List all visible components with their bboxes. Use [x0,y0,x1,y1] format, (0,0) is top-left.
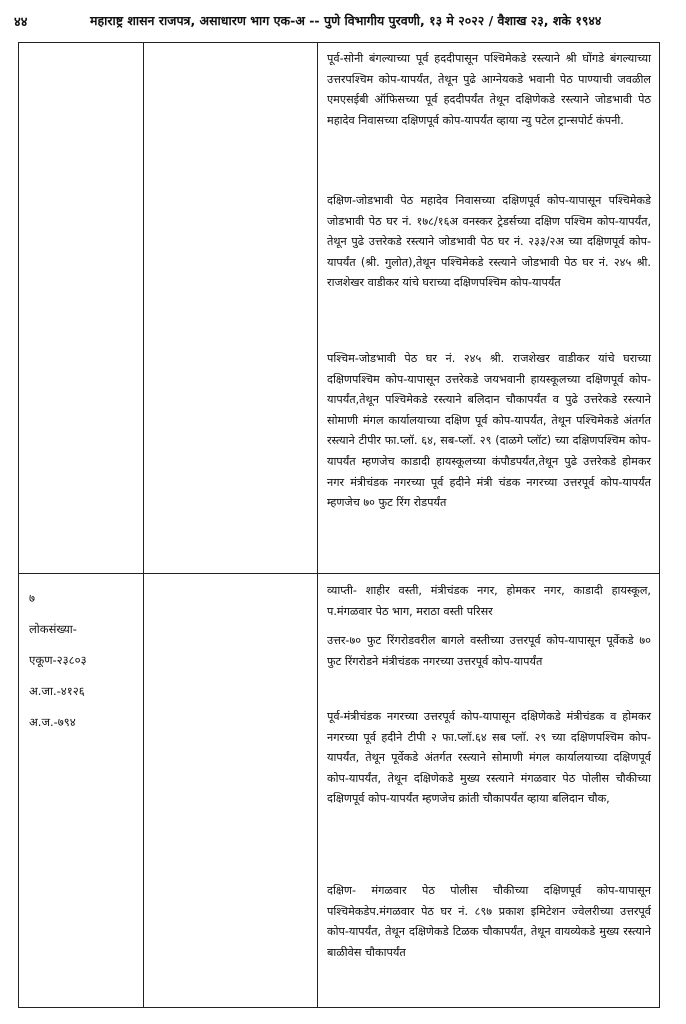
page-header [0,0,686,38]
population-st: अ.ज.-७९४ [29,715,76,729]
ward-info [29,583,87,738]
population-sc: अ.जा.-४१२६ [29,684,85,698]
population-total: एकूण-२३८०३ [29,653,87,667]
row2-east-boundary: पूर्व-मंत्रीचंडक नगरच्या उत्तरपूर्व कोप-यापासून दक्षिणेकडे मंत्रीचंडक व होमकर नगरच्या पूर्व हदीने टीपी २ फा.प्लॉ.६४ सब प्लॉ. २९ च्या दक्षिणपश्चिम कोप-यापर्यंत, तेथून पूर्वेकडे अंतर्गत रस्त्याने सोमाणी मंगल कार्यालयाच्या दक्षिणपूर्व कोप-यापर्यंत, तेथून दक्षिणेकडे मुख्य रस्त्याने मंगळवार पेठ पोलीस चौकीच्या दक्षिणपूर्व कोप-यापर्यंत म्हणजेच क्रांती चौकापर्यंत व्हाया बलिदान चौक, [327,710,651,806]
ward-number: ७ [29,591,35,605]
row2-north-boundary: उत्तर-७० फुट रिंगरोडवरील बागले वस्तीच्या उत्तरपूर्व कोप-यापासून पूर्वेकडे ७० फुट रिंगरोडने मंत्रीचंडक नगरच्या उत्तरपूर्व कोप-यापर्यंत [327,634,651,668]
row1-north-east-boundary: पूर्व-सोनी बंगल्याच्या पूर्व हददीपासून पश्चिमेकडे रस्त्याने श्री घोंगडे बंगल्याच्या उत्तरपश्चिम कोप-यापर्यंत, तेथून पुढे आग्नेयकडे भवानी पेठ पाण्याची जवळील एमएसईबी ऑफिसच्या पूर्व हददीपर्यंत तेथून दक्षिणेकडे रस्त्याने जोडभावी पेठ महादेव निवासच्या दक्षिणपूर्व कोप-यापर्यंत व्हाया न्यु पटेल ट्रान्सपोर्ट कंपनी. [327,52,651,127]
row1-south-boundary: दक्षिण-जोडभावी पेठ महादेव निवासच्या दक्षिणपूर्व कोप-यापासून पश्चिमेकडे जोडभावी पेठ घर नं. १७८/१६अ वनस्कर ट्रेडर्सच्या दक्षिण पश्चिम कोप-यापर्यंत, तेथून पुढे उत्तरेकडे रस्त्याने जोडभावी पेठ घर नं. २३३/२अ च्या दक्षिणपूर्व कोप-यापर्यंत (श्री. गुलोत),तेथून पश्चिमेकडे रस्त्याने जोडभावी पेठ घर नं. २४५ श्री. राजशेखर वाडीकर यांचे घराच्या दक्षिणपश्चिम कोप-यापर्यंत [327,194,651,290]
column-divider-1 [143,43,144,1007]
population-label: लोकसंख्या- [29,622,77,636]
page-number: ४४ [14,15,28,30]
row2-extent: व्याप्ती- शाहीर वस्ती, मंत्रीचंडक नगर, होमकर नगर, काडादी हायस्कूल, प.मंगळवार पेठ भाग, मराठा वस्ती परिसर [327,584,651,618]
running-title: महाराष्ट्र शासन राजपत्र, असाधारण भाग एक-अ -- पुणे विभागीय पुरवणी, १३ मे २०२२ / वैशाख २३, शके १९४४ [90,13,602,28]
row1-west-boundary: पश्चिम-जोडभावी पेठ घर नं. २४५ श्री. राजशेखर वाडीकर यांचे घराच्या दक्षिणपश्चिम कोप-यापासून उत्तरेकडे जयभवानी हायस्कूलच्या दक्षिणपूर्व कोप-यापर्यंत,तेथून पश्चिमेकडे रस्त्याने बलिदान चौकापर्यंत व पुढे उत्तरेकडे रस्त्याने सोमाणी मंगल कार्यालयाच्या दक्षिण पूर्व कोप-यापर्यंत, तेथून पश्चिमेकडे अंतर्गत रस्त्याने टीपीर फा.प्लॉ. ६४, सब-प्लॉ. २९ (दाळगे प्लॉट) च्या दक्षिणपश्चिम कोप-यापर्यंत म्हणजेच काडादी हायस्कूलच्या कंपौडपर्यंत,तेथून पुढे उत्तरेकडे होमकर नगर मंत्रीचंडक नगरच्या पूर्व हदीने मंत्री चंडक नगरच्या उत्तरपूर्व कोप-यापर्यंत म्हणजेच ७० फुट रिंग रोडपर्यंत [327,352,651,510]
row-divider [19,573,659,574]
row2-south-boundary: दक्षिण- मंगळवार पेठ पोलीस चौकीच्या दक्षिणपूर्व कोप-यापासून पश्चिमेकडेप.मंगळवार पेठ घर नं. ८९७ प्रकाश इमिटेशन ज्वेलरीच्या उत्तरपूर्व कोप-यापर्यंत, तेथून दक्षिणेकडे टिळक चौकापर्यंत, तेथून वायव्येकडे मुख्य रस्त्याने बाळीवेस चौकापर्यंत [327,884,651,959]
boundary-table [18,42,660,1008]
column-divider-2 [317,43,318,1007]
